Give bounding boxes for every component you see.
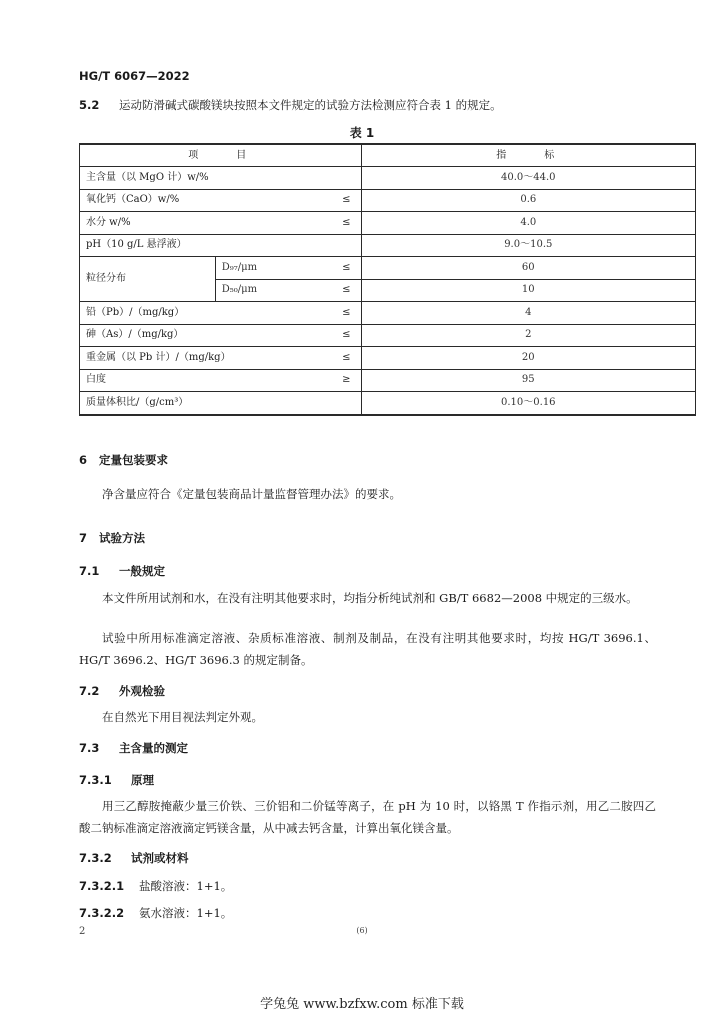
section-7-1-paragraph-1: 本文件所用试剂和水，在没有注明其他要求时，均指分析纯试剂和 GB/T 6682—2008 中规定的三级水。 — [102, 591, 638, 605]
row-value: 10 — [361, 279, 695, 302]
row-item: 质量体积比/（g/cm³） — [80, 392, 362, 415]
section-title: 定量包装要求 — [99, 453, 168, 467]
section-6-heading — [79, 452, 168, 468]
row-item: 铅（Pb）/（mg/kg） — [80, 302, 288, 325]
section-7-3-1-heading — [79, 772, 154, 788]
table-row — [80, 189, 696, 212]
table-row — [80, 167, 696, 190]
row-symbol: ≤ — [287, 279, 361, 302]
row-value: 9.0～10.5 — [361, 234, 695, 257]
page-number: 2 — [79, 926, 86, 937]
row-subitem: D₅₀/μm — [215, 279, 287, 302]
table-header-row — [80, 144, 696, 167]
row-symbol: ≤ — [287, 324, 361, 347]
section-6-text: 净含量应符合《定量包装商品计量监督管理办法》的要求。 — [102, 487, 401, 501]
section-7-1-paragraph-2: 试验中所用标准滴定溶液、杂质标准溶液、制剂及制品，在没有注明其他要求时，均按 HG/T 3696.1、HG/T 3696.2、HG/T 3696.3 的规定制备。 — [79, 631, 656, 667]
row-value: 0.6 — [361, 189, 695, 212]
table-row — [80, 369, 696, 392]
col-header-index: 指 标 — [361, 144, 695, 167]
table-row — [80, 392, 696, 415]
row-symbol: ≤ — [287, 212, 361, 235]
table-row — [80, 302, 696, 325]
row-item: 主含量（以 MgO 计）w/% — [80, 167, 362, 190]
section-number: 7 — [79, 531, 88, 545]
row-item: 粒径分布 — [80, 257, 216, 302]
section-number: 7.3 — [79, 741, 100, 755]
row-item: pH（10 g/L 悬浮液） — [80, 234, 362, 257]
row-value: 0.10～0.16 — [361, 392, 695, 415]
row-item: 白度 — [80, 369, 288, 392]
section-title: 原理 — [131, 773, 154, 787]
section-7-3-2-1 — [79, 878, 232, 894]
row-symbol: ≥ — [287, 369, 361, 392]
section-title: 试剂或材料 — [131, 851, 189, 865]
section-title: 一般规定 — [119, 564, 165, 578]
specification-table — [79, 143, 696, 416]
row-item: 重金属（以 Pb 计）/（mg/kg） — [80, 347, 288, 370]
row-symbol: ≤ — [287, 257, 361, 280]
standard-code-header: HG/T 6067—2022 — [79, 69, 190, 83]
row-value: 20 — [361, 347, 695, 370]
row-symbol: ≤ — [287, 302, 361, 325]
section-7-3-heading — [79, 740, 188, 756]
row-subitem: D₉₇/μm — [215, 257, 287, 280]
section-number: 5.2 — [79, 98, 100, 112]
table-row — [80, 257, 696, 280]
row-value: 95 — [361, 369, 695, 392]
section-7-3-2-2 — [79, 905, 232, 921]
section-7-3-2-heading — [79, 850, 189, 866]
section-7-2-text: 在自然光下用目视法判定外观。 — [102, 710, 263, 724]
row-item: 砷（As）/（mg/kg） — [80, 324, 288, 347]
section-text: 氨水溶液：1+1。 — [139, 906, 233, 920]
row-value: 4 — [361, 302, 695, 325]
row-value: 40.0～44.0 — [361, 167, 695, 190]
section-number: 7.3.2.2 — [79, 906, 125, 920]
section-number: 7.1 — [79, 564, 100, 578]
watermark-text: 学兔兔 www.bzfxw.com 标准下载 — [260, 997, 464, 1012]
section-7-3-1-text: 用三乙醇胺掩蔽少量三价铁、三价铝和二价锰等离子，在 pH 为 10 时，以铬黑 T 作指示剂，用乙二胺四乙酸二钠标准滴定溶液滴定钙镁含量，从中减去钙含量，计算出氧化镁含量。 — [79, 799, 656, 835]
section-title: 主含量的测定 — [119, 741, 188, 755]
row-value: 60 — [361, 257, 695, 280]
section-number: 7.3.1 — [79, 773, 112, 787]
table-row — [80, 347, 696, 370]
section-text: 盐酸溶液：1+1。 — [139, 879, 233, 893]
section-number: 7.3.2.1 — [79, 879, 125, 893]
section-7-heading — [79, 530, 145, 546]
row-value: 4.0 — [361, 212, 695, 235]
row-value: 2 — [361, 324, 695, 347]
section-title: 试验方法 — [99, 531, 145, 545]
center-page-mark: (6) — [356, 926, 368, 935]
section-7-1-heading — [79, 563, 165, 579]
section-7-2-heading — [79, 683, 165, 699]
row-item: 水分 w/% — [80, 212, 288, 235]
section-text: 运动防滑碱式碳酸镁块按照本文件规定的试验方法检测应符合表 1 的规定。 — [119, 98, 502, 112]
section-number: 7.3.2 — [79, 851, 112, 865]
section-5-2 — [79, 97, 502, 113]
row-symbol: ≤ — [287, 347, 361, 370]
table-row — [80, 234, 696, 257]
row-symbol: ≤ — [287, 189, 361, 212]
table-title: 表 1 — [349, 126, 375, 140]
table-row — [80, 324, 696, 347]
table-row — [80, 212, 696, 235]
col-header-item: 项 目 — [80, 144, 362, 167]
section-title: 外观检验 — [119, 684, 165, 698]
section-number: 7.2 — [79, 684, 100, 698]
row-item: 氧化钙（CaO）w/% — [80, 189, 288, 212]
section-number: 6 — [79, 453, 88, 467]
